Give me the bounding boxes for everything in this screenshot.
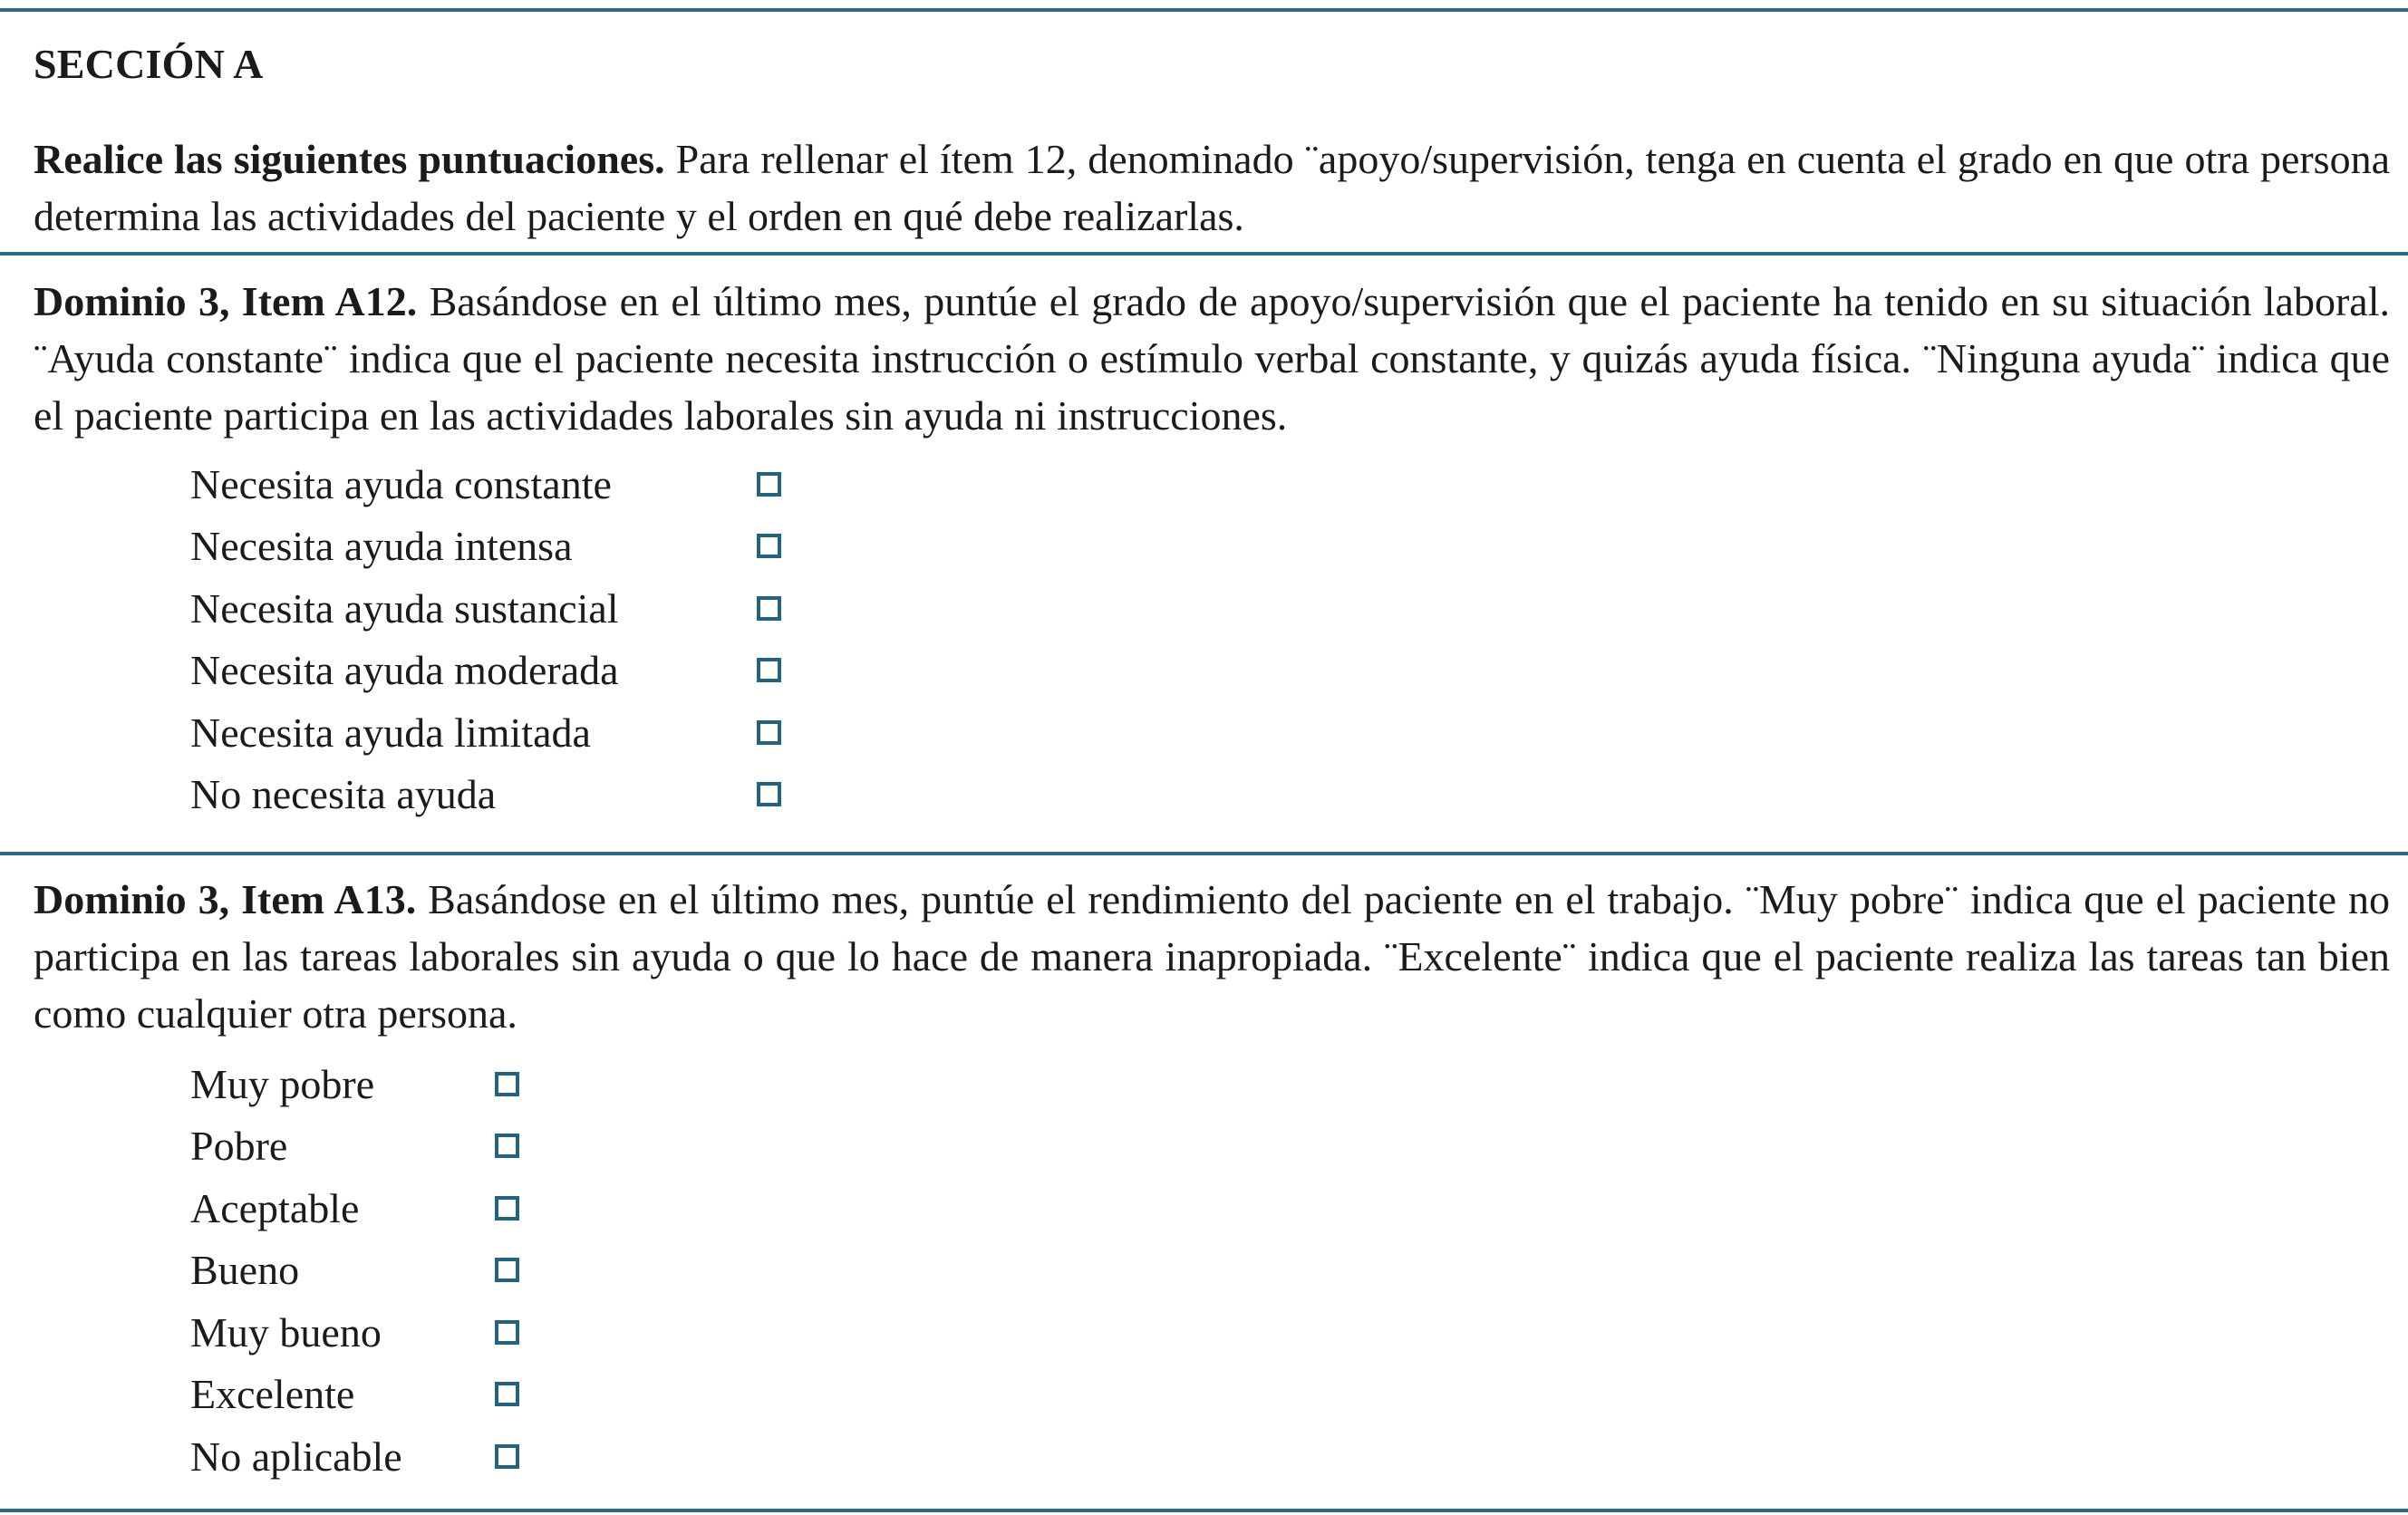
option-label: Muy bueno [190, 1308, 382, 1356]
option-checkbox[interactable] [495, 1196, 519, 1221]
option-checkbox[interactable] [757, 782, 781, 806]
item-a13-question [34, 871, 2390, 1042]
section-instructions [34, 130, 2390, 245]
item-a12-option[interactable] [190, 516, 781, 578]
option-label: Necesita ayuda constante [190, 460, 612, 507]
item-a12-option[interactable] [190, 453, 781, 516]
option-checkbox[interactable] [495, 1382, 519, 1406]
item-a12-question [34, 273, 2390, 444]
item-a13-option[interactable] [190, 1053, 519, 1115]
item-a13-option[interactable] [190, 1301, 519, 1364]
option-checkbox[interactable] [495, 1320, 519, 1345]
divider-before-a13 [0, 852, 2408, 855]
option-checkbox[interactable] [757, 596, 781, 621]
option-label: Necesita ayuda sustancial [190, 584, 619, 632]
instructions-bold-lead: Realice las siguientes puntuaciones. [34, 136, 665, 182]
option-label: Pobre [190, 1123, 288, 1170]
item-a13-option[interactable] [190, 1425, 519, 1488]
item-a13-option[interactable] [190, 1115, 519, 1178]
section-title: SECCIÓN A [34, 41, 264, 87]
bottom-divider [0, 1509, 2408, 1512]
item-a12-options [190, 453, 781, 825]
option-checkbox[interactable] [757, 472, 781, 497]
option-checkbox[interactable] [495, 1444, 519, 1469]
option-label: Muy pobre [190, 1060, 375, 1107]
option-checkbox[interactable] [495, 1258, 519, 1282]
option-checkbox[interactable] [495, 1072, 519, 1096]
item-a13-heading: Dominio 3, Item A13. [34, 876, 417, 922]
option-checkbox[interactable] [757, 720, 781, 745]
option-label: No aplicable [190, 1433, 402, 1480]
item-a12-option[interactable] [190, 640, 781, 702]
item-a13-option[interactable] [190, 1240, 519, 1302]
item-a12-description: Basándose en el último mes, puntúe el grado de apoyo/supervisión que el paciente ha tenido en su situación laboral. ¨Ayuda constante¨ indica que el paciente necesita instrucción o estímulo verbal constante, y quizás ayuda física. ¨Ninguna ayuda¨ indica que el paciente participa en las actividades laborales sin ayuda ni instrucciones. [34, 278, 2390, 439]
instructions-text: Para rellenar el ítem 12, denominado ¨apoyo/supervisión, tenga en cuenta el grado en que otra persona determina las actividades del paciente y el orden en qué debe realizarlas. [34, 136, 2390, 239]
option-label: Excelente [190, 1371, 355, 1418]
item-a13-options [190, 1053, 519, 1488]
option-checkbox[interactable] [757, 658, 781, 682]
item-a13-option[interactable] [190, 1177, 519, 1240]
option-checkbox[interactable] [757, 534, 781, 558]
divider-before-a12 [0, 252, 2408, 256]
item-a13-option[interactable] [190, 1364, 519, 1426]
option-label: Bueno [190, 1247, 300, 1294]
item-a12-heading: Dominio 3, Item A12. [34, 278, 418, 324]
option-checkbox[interactable] [495, 1134, 519, 1158]
option-label: No necesita ayuda [190, 771, 497, 818]
option-label: Necesita ayuda limitada [190, 709, 591, 756]
item-a12-option[interactable] [190, 764, 781, 826]
item-a12-option[interactable] [190, 577, 781, 640]
top-divider [0, 8, 2408, 12]
option-label: Aceptable [190, 1184, 360, 1231]
item-a13-description: Basándose en el último mes, puntúe el rendimiento del paciente en el trabajo. ¨Muy pobre¨ indica que el paciente no participa en las tareas laborales sin ayuda o que lo hace de manera inapropiada. ¨Excelente¨ indica que el paciente realiza las tareas tan bien como cualquier otra persona. [34, 876, 2390, 1037]
option-label: Necesita ayuda moderada [190, 647, 619, 694]
option-label: Necesita ayuda intensa [190, 523, 573, 570]
item-a12-option[interactable] [190, 701, 781, 764]
